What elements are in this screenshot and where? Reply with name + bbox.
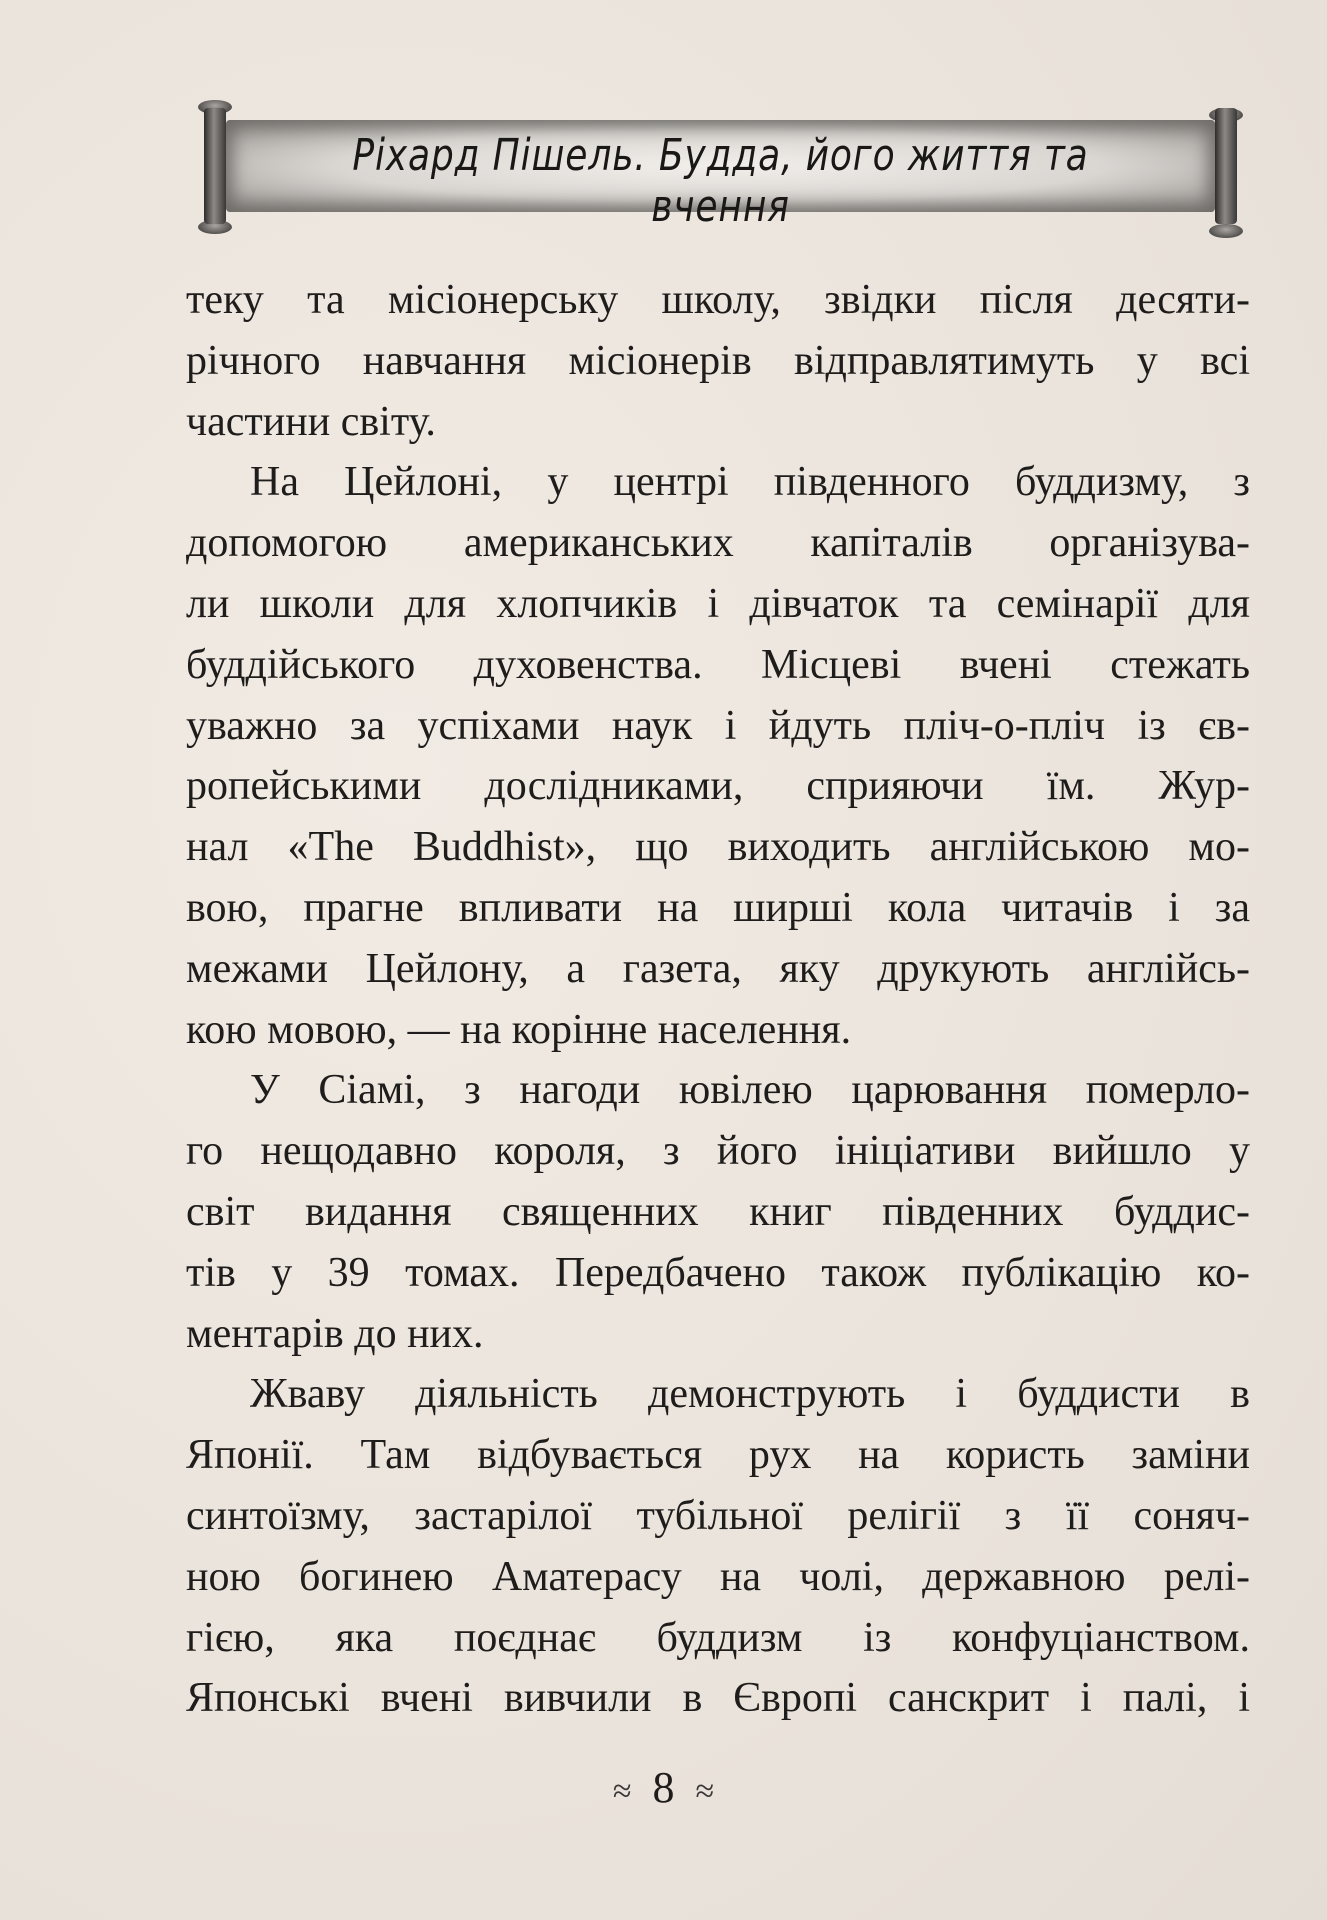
text-line: ропейськими дослідниками, сприяючи їм. Жур- (186, 763, 1250, 810)
page-footer (0, 1762, 1327, 1813)
text-line: нал «The Buddhist», що виходить англійською мо- (186, 824, 1250, 871)
text-line: вою, прагне впливати на ширші кола читачів і за (186, 884, 1250, 931)
text-line: гією, яка поєднає буддизм із конфуціанством. (186, 1614, 1250, 1661)
text-line: Жваву діяльність демонструють і буддисти в (250, 1371, 1250, 1418)
scroll-knob-decoration (1209, 224, 1243, 238)
text-line: го нещодавно короля, з його ініціативи вийшло у (186, 1128, 1250, 1175)
text-line: частини світу. (186, 398, 436, 445)
text-line: світ видання священних книг південних буддис- (186, 1188, 1250, 1235)
text-line: уважно за успіхами наук і йдуть пліч-о-пліч із єв- (186, 702, 1250, 749)
text-line: ментарів до них. (186, 1310, 484, 1357)
text-line: кою мовою, — на корінне населення. (186, 1006, 852, 1053)
text-line: У Сіамі, з нагоди ювілею царювання померло- (250, 1067, 1250, 1114)
text-line: межами Цейлону, а газета, яку друкують англійсь- (186, 945, 1250, 992)
running-header-title: Ріхард Пішель. Будда, його життя та вчення (352, 130, 1089, 232)
text-line: допомогою американських капіталів організува- (186, 520, 1250, 567)
page-number: 8 (652, 1763, 675, 1812)
text-line: На Цейлоні, у центрі південного буддизму, з (250, 459, 1250, 506)
text-line: Японії. Там відбувається рух на користь заміни (186, 1432, 1250, 1479)
body-text (186, 270, 1250, 1729)
text-line: ли школи для хлопчиків і дівчаток та семінарії для (186, 580, 1250, 627)
scroll-rod-left (204, 108, 226, 224)
running-header-scroll (198, 100, 1243, 235)
text-line: синтоїзму, застарілої тубільної релігії з її соняч- (186, 1492, 1250, 1539)
text-line: теку та місіонерську школу, звідки після десяти- (186, 277, 1250, 323)
scroll-rod-right (1215, 108, 1237, 224)
text-line: Японські вчені вивчили в Європі санскрит і палі, і (186, 1675, 1250, 1722)
text-line: буддійського духовенства. Місцеві вчені стежать (186, 641, 1250, 688)
flourish-left-icon: ≈ (612, 1772, 632, 1810)
text-line: річного навчання місіонерів відправлятимуть у всі (186, 337, 1250, 384)
text-line: ною богинею Аматерасу на чолі, державною релі- (186, 1553, 1250, 1600)
text-line: тів у 39 томах. Передбачено також публікацію ко- (186, 1249, 1250, 1296)
flourish-right-icon: ≈ (695, 1772, 715, 1810)
